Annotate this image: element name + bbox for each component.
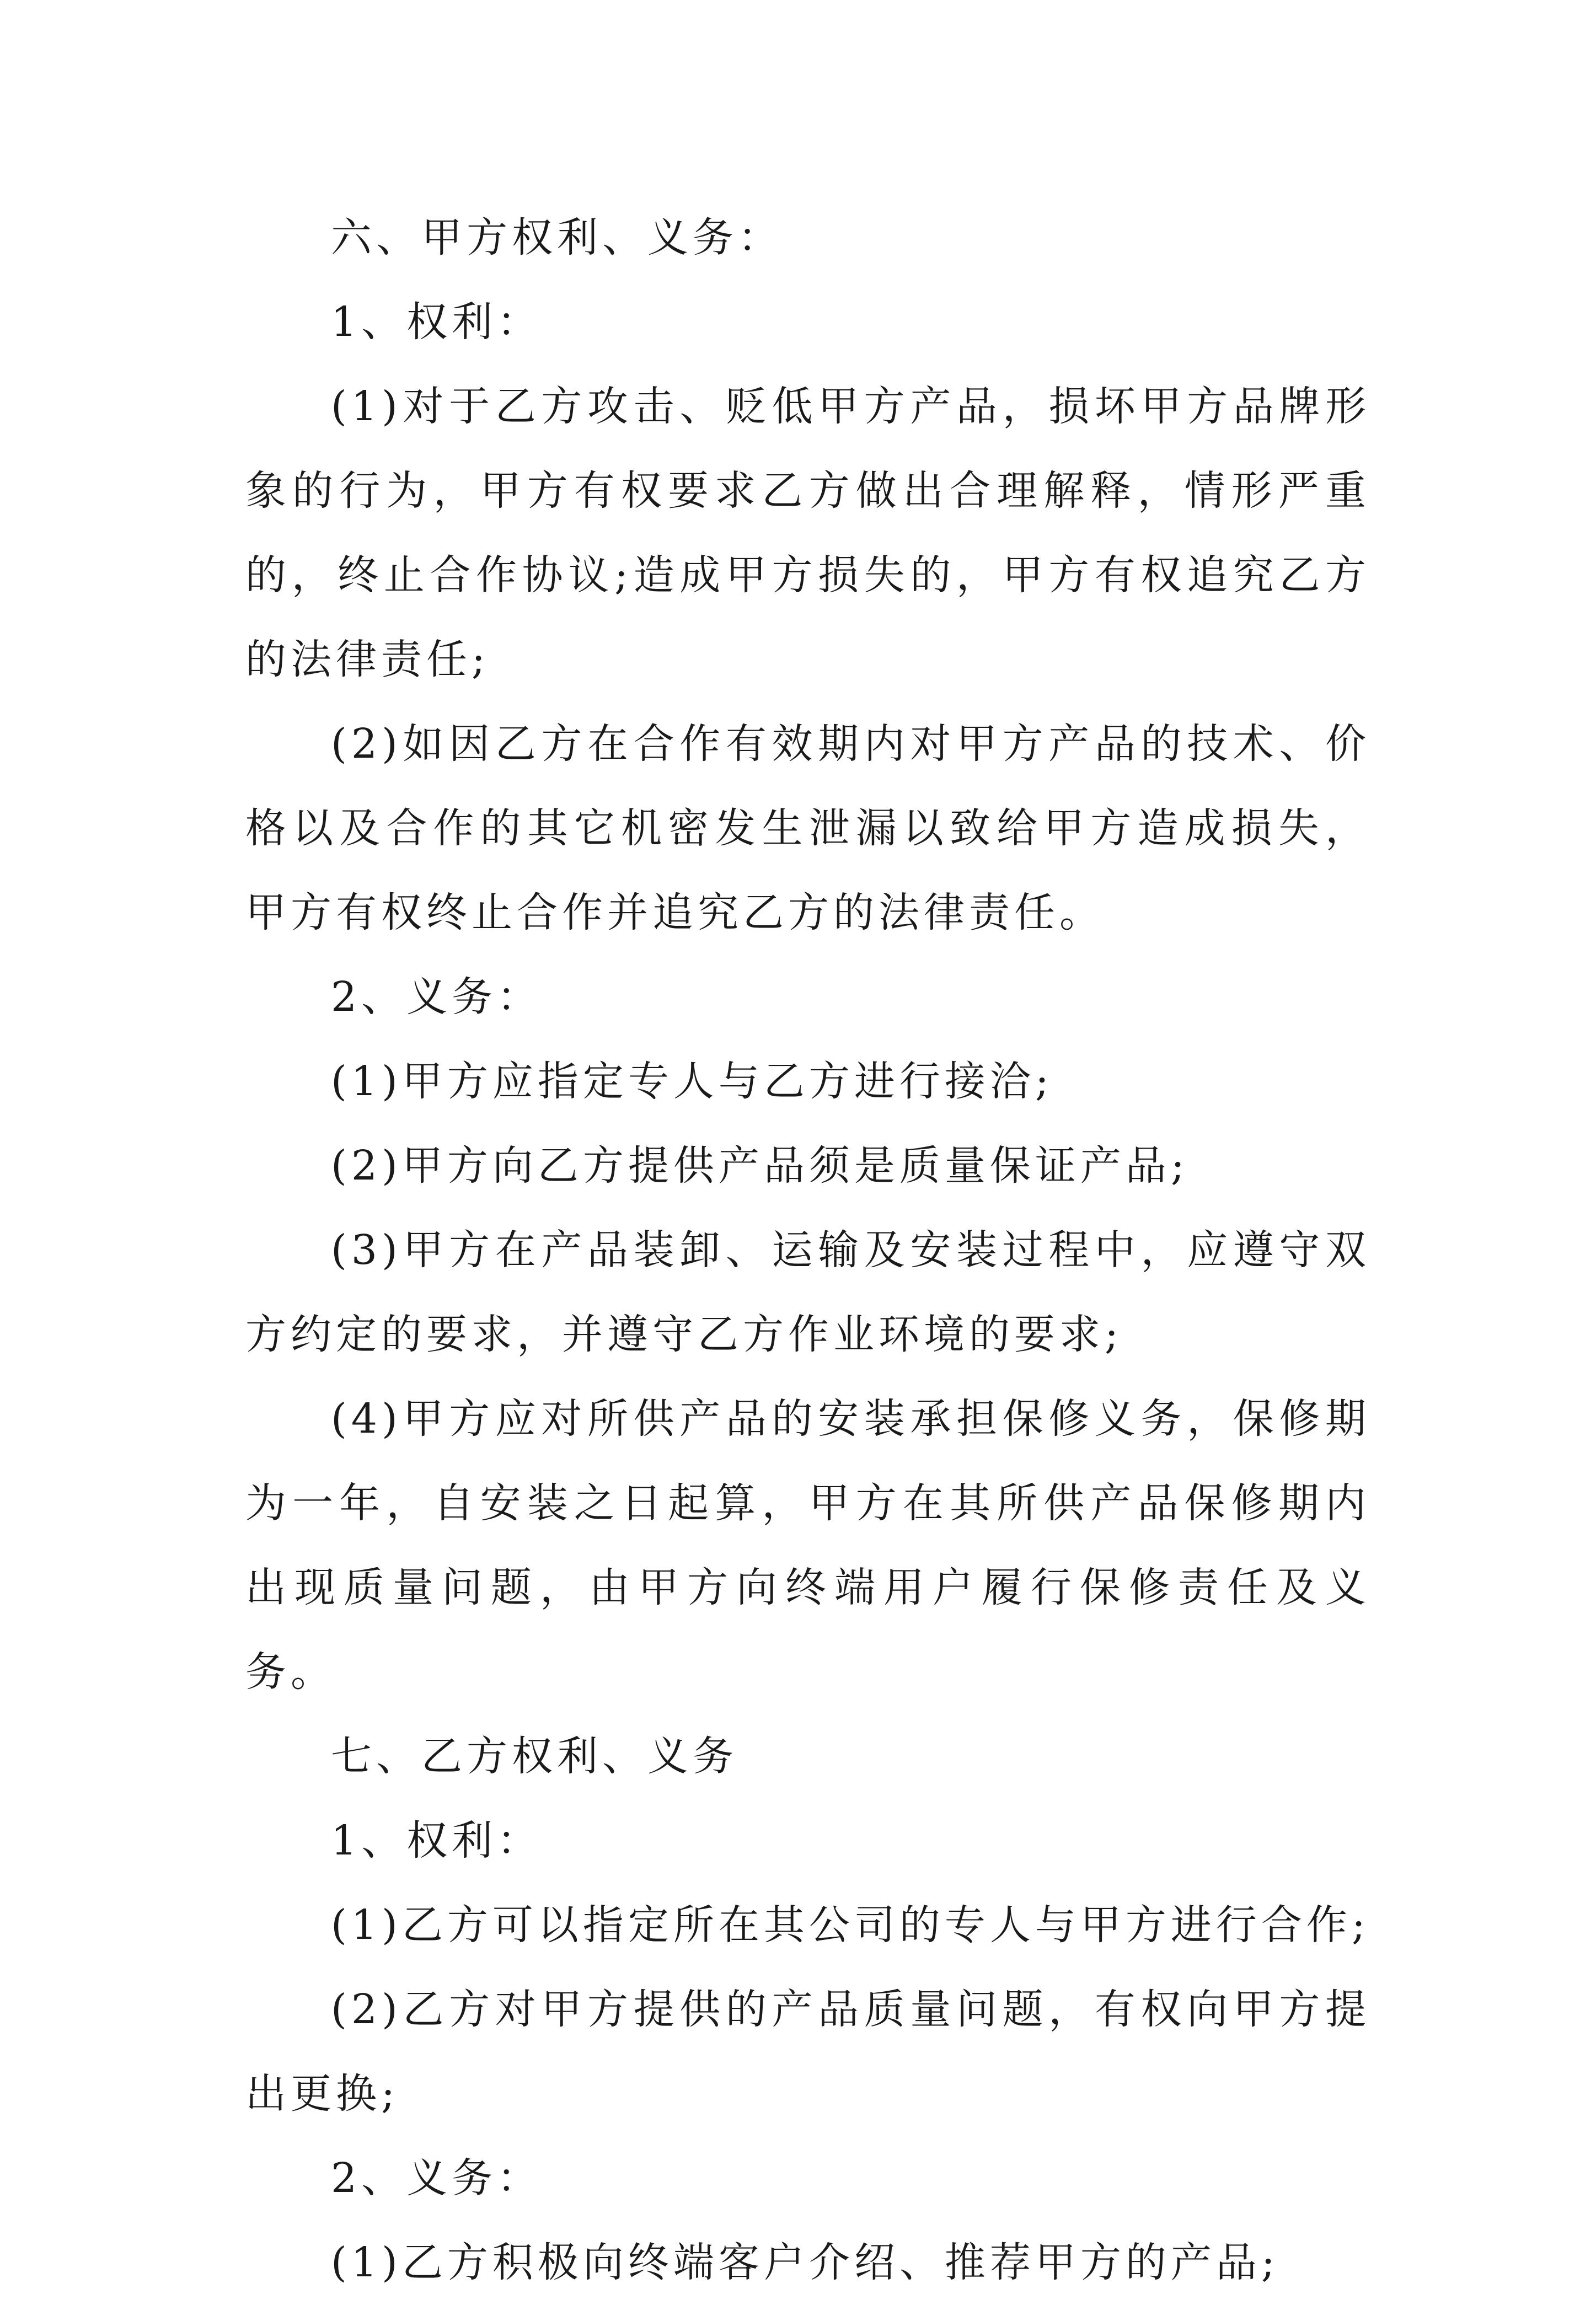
clause-paragraph: (3)甲方在产品装卸、运输及安装过程中，应遵守双方约定的要求，并遵守乙方作业环境的要求; xyxy=(245,1226,1370,1358)
clause-paragraph: (4)甲方应对所供产品的安装承担保修义务，保修期为一年，自安装之日起算，甲方在其所供产品保修期内出现质量问题，由甲方向终端用户履行保修责任及义务。 xyxy=(245,1395,1370,1696)
section-heading-party-a: 六、甲方权利、义务： xyxy=(331,214,783,261)
subheading-obligations: 2、义务： xyxy=(331,2154,543,2202)
document-page xyxy=(245,196,1370,2305)
clause-paragraph: (2)乙方对甲方提供的产品质量问题，有权向甲方提出更换; xyxy=(245,1986,1370,2118)
subheading-rights: 1、权利： xyxy=(331,298,543,346)
clause-paragraph: (1)对于乙方攻击、贬低甲方产品，损坏甲方品牌形象的行为，甲方有权要求乙方做出合理解释，情形严重的，终止合作协议;造成甲方损失的，甲方有权追究乙方的法律责任; xyxy=(245,383,1370,683)
clause-paragraph: (2)甲方向乙方提供产品须是质量保证产品; xyxy=(331,1142,1189,1189)
section-heading-party-b: 七、乙方权利、义务 xyxy=(331,1733,738,1780)
clause-paragraph: (1)乙方可以指定所在其公司的专人与甲方进行合作; xyxy=(331,1901,1370,1949)
clause-paragraph: (1)乙方积极向终端客户介绍、推荐甲方的产品; xyxy=(331,2239,1279,2286)
subheading-rights: 1、权利： xyxy=(331,1817,543,1864)
clause-paragraph: (1)甲方应指定专人与乙方进行接洽; xyxy=(331,1058,1053,1105)
subheading-obligations: 2、义务： xyxy=(331,973,543,1021)
clause-paragraph: (2)如因乙方在合作有效期内对甲方产品的技术、价格以及合作的其它机密发生泄漏以致给甲方造成损失，甲方有权终止合作并追究乙方的法律责任。 xyxy=(245,720,1370,936)
